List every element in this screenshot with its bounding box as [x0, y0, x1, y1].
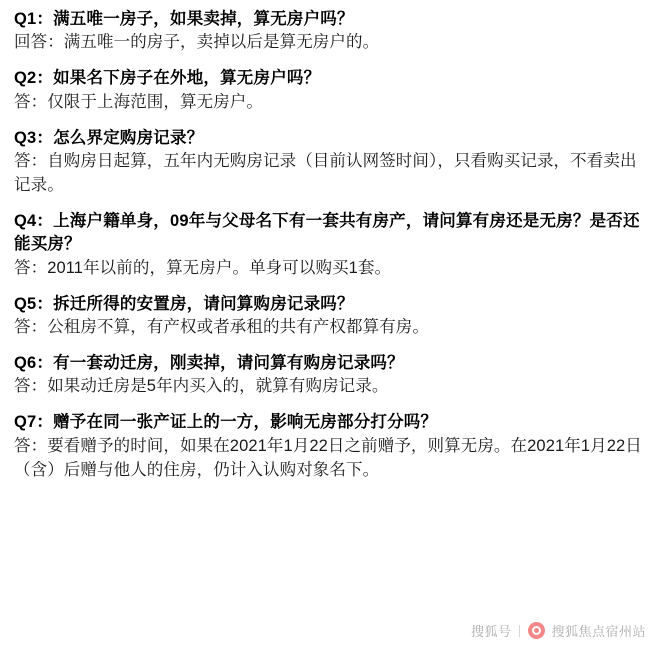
qa-item-3: [14, 127, 646, 198]
qa-item-4: [14, 210, 646, 281]
watermark-brand: 搜狐号: [470, 624, 512, 639]
answer-text: 回答：满五唯一的房子，卖掉以后是算无房户的。: [14, 33, 380, 52]
qa-item-1: [14, 8, 646, 55]
sohu-logo-icon: [528, 622, 545, 639]
question-text: Q3：怎么界定购房记录？: [14, 128, 204, 147]
answer-text: 答：自购房日起算，五年内无购房记录（目前认网签时间），只看购买记录，不看卖出记录。: [14, 152, 637, 195]
answer-text: 答：如果动迁房是5年内买入的，就算有购房记录。: [14, 377, 389, 396]
question-text: Q4：上海户籍单身，09年与父母名下有一套共有房产，请问算有房还是无房？是否还能买房？: [14, 211, 640, 254]
watermark-divider: [519, 625, 520, 637]
qa-item-6: [14, 352, 646, 399]
question-text: Q5：拆迁所得的安置房，请问算购房记录吗？: [14, 294, 354, 313]
watermark: [471, 621, 646, 640]
question-text: Q6：有一套动迁房，刚卖掉，请问算有购房记录吗？: [14, 354, 404, 373]
qa-item-5: [14, 293, 646, 340]
question-text: Q1：满五唯一房子，如果卖掉，算无房户吗？: [14, 10, 354, 28]
qa-item-2: [14, 67, 646, 114]
answer-text: 答：仅限于上海范围，算无房户。: [14, 92, 263, 111]
question-text: Q2：如果名下房子在外地，算无房户吗？: [14, 69, 321, 88]
qa-item-7: [14, 411, 646, 482]
answer-text: 答：2011年以前的，算无房户。单身可以购买1套。: [14, 258, 392, 277]
answer-text: 答：要看赠予的时间，如果在2021年1月22日之前赠予，则算无房。在2021年1月22日（含）后赠与他人的住房，仍计入认购对象名下。: [14, 436, 642, 479]
question-text: Q7：赠予在同一张产证上的一方，影响无房部分打分吗？: [14, 413, 438, 432]
answer-text: 答：公租房不算，有产权或者承租的共有产权都算有房。: [14, 318, 429, 337]
watermark-account: 搜狐焦点宿州站: [551, 624, 646, 639]
